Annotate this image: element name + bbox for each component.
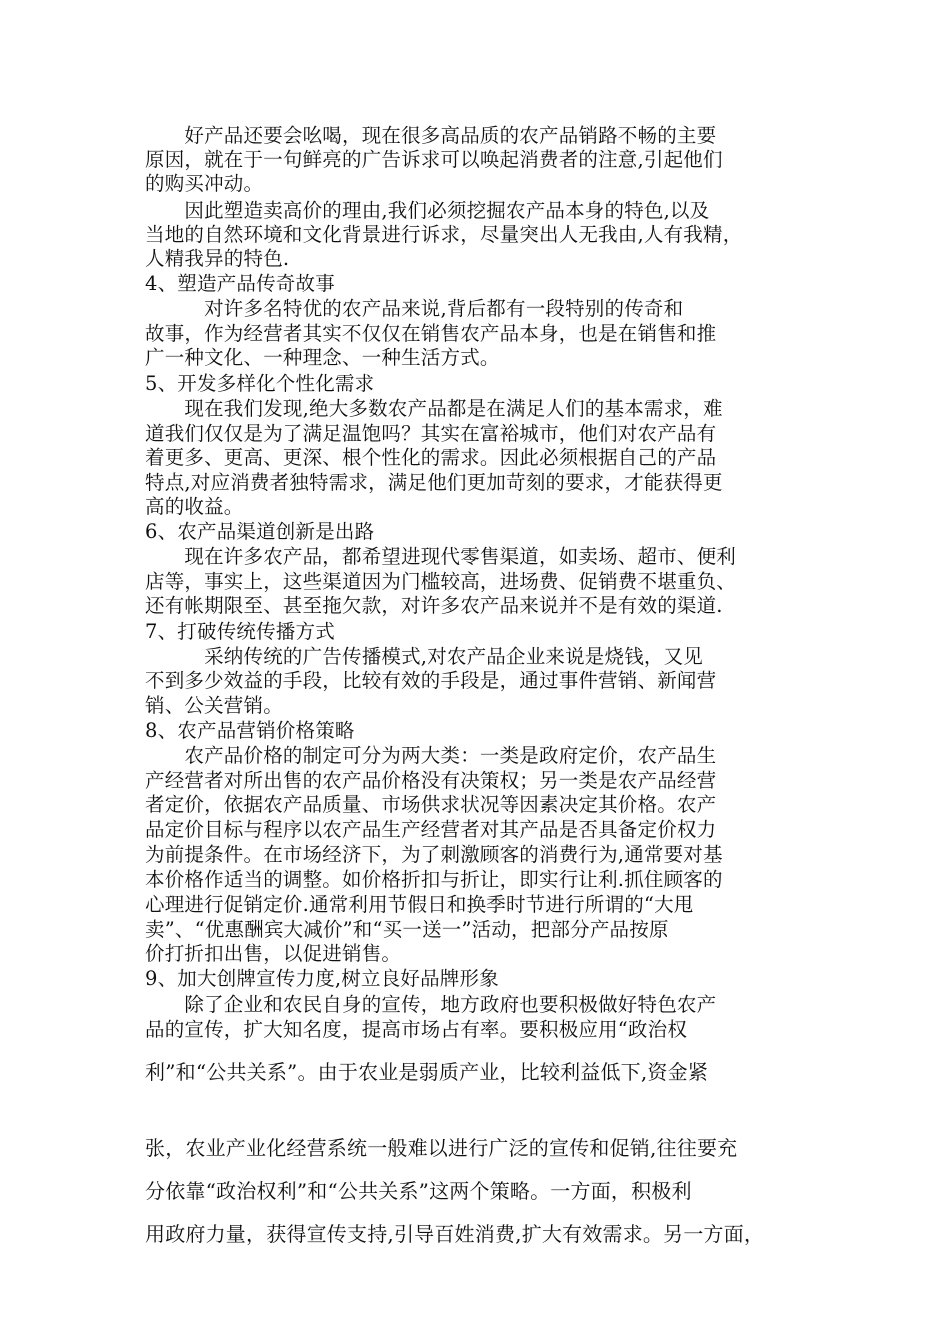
section-heading: 9、加大创牌宣传力度,树立良好品牌形象 bbox=[145, 967, 499, 990]
paragraph-line: 不到多少效益的手段，比较有效的手段是，通过事件营销、新闻营 bbox=[145, 669, 717, 692]
paragraph-line: 采纳传统的广告传播模式,对农产品企业来说是烧钱，又见 bbox=[145, 645, 703, 668]
paragraph-line: 品定价目标与程序以农产品生产经营者对其产品是否具备定价权力 bbox=[145, 818, 717, 841]
section-heading: 7、打破传统传播方式 bbox=[145, 620, 335, 643]
section-heading: 4、塑造产品传奇故事 bbox=[145, 272, 335, 295]
paragraph-line: 价打折扣出售，以促进销售。 bbox=[145, 942, 402, 965]
paragraph-line: 当地的自然环境和文化背景进行诉求，尽量突出人无我由,人有我精， bbox=[145, 223, 743, 246]
paragraph-line: 为前提条件。在市场经济下，为了刺激顾客的消费行为,通常要对基 bbox=[145, 843, 723, 866]
paragraph-line: 故事，作为经营者其实不仅仅在销售农产品本身，也是在销售和推 bbox=[145, 322, 717, 345]
section-heading: 5、开发多样化个性化需求 bbox=[145, 372, 375, 395]
paragraph-line: 道我们仅仅是为了满足温饱吗？其实在富裕城市，他们对农产品有 bbox=[145, 422, 717, 445]
paragraph-line: 着更多、更高、更深、根个性化的需求。因此必须根据自己的产品 bbox=[145, 446, 717, 469]
paragraph-line: 心理进行促销定价.通常利用节假日和换季时节进行所谓的“大甩 bbox=[145, 893, 694, 916]
paragraph-line: 用政府力量，获得宣传支持,引导百姓消费,扩大有效需求。另一方面， bbox=[145, 1222, 765, 1246]
section-heading: 8、农产品营销价格策略 bbox=[145, 719, 355, 742]
paragraph-line: 的购买冲动。 bbox=[145, 172, 264, 195]
paragraph-line: 现在许多农产品，都希望进现代零售渠道，如卖场、超市、便利 bbox=[145, 545, 737, 568]
paragraph-line: 对许多名特优的农产品来说,背后都有一段特别的传奇和 bbox=[145, 297, 684, 320]
paragraph-line: 特点,对应消费者独特需求，满足他们更加苛刻的要求，才能获得更 bbox=[145, 471, 723, 494]
paragraph-line: 高的收益。 bbox=[145, 495, 244, 518]
paragraph-line: 分依靠“政治权利”和“公共关系”这两个策略。一方面，积极利 bbox=[145, 1179, 692, 1203]
paragraph-line: 广一种文化、一种理念、一种生活方式。 bbox=[145, 346, 500, 369]
paragraph-line: 除了企业和农民自身的宣传，地方政府也要积极做好特色农产 bbox=[145, 993, 717, 1016]
paragraph-line: 销、公关营销。 bbox=[145, 694, 283, 717]
paragraph-line: 张，农业产业化经营系统一般难以进行广泛的宣传和促销,往往要充 bbox=[145, 1136, 738, 1160]
paragraph-line: 本价格作适当的调整。如价格折扣与折让，即实行让利.抓住顾客的 bbox=[145, 868, 723, 891]
paragraph-line: 因此塑造卖高价的理由,我们必须挖掘农产品本身的特色,以及 bbox=[145, 199, 710, 222]
paragraph-line: 卖”、“优惠酬宾大减价”和“买一送一”活动，把部分产品按原 bbox=[145, 918, 669, 941]
paragraph-line: 者定价，依据农产品质量、市场供求状况等因素决定其价格。农产 bbox=[145, 793, 717, 816]
paragraph-line: 现在我们发现,绝大多数农产品都是在满足人们的基本需求，难 bbox=[145, 397, 723, 420]
paragraph-line: 人精我异的特色. bbox=[145, 247, 290, 270]
section-heading: 6、农产品渠道创新是出路 bbox=[145, 520, 375, 543]
paragraph-line: 店等，事实上，这些渠道因为门槛较高，进场费、促销费不堪重负、 bbox=[145, 570, 737, 593]
paragraph-line: 原因，就在于一句鲜亮的广告诉求可以唤起消费者的注意,引起他们 bbox=[145, 148, 723, 171]
paragraph-line: 利”和“公共关系”。由于农业是弱质产业，比较利益低下,资金紧 bbox=[145, 1060, 709, 1084]
paragraph-line: 品的宣传，扩大知名度，提高市场占有率。要积极应用“政治权 bbox=[145, 1018, 688, 1041]
paragraph-line: 农产品价格的制定可分为两大类：一类是政府定价，农产品生 bbox=[145, 744, 717, 767]
paragraph-line: 好产品还要会吆喝，现在很多高品质的农产品销路不畅的主要 bbox=[145, 124, 717, 147]
paragraph-line: 还有帐期限至、甚至拖欠款，对许多农产品来说并不是有效的渠道. bbox=[145, 594, 723, 617]
paragraph-line: 产经营者对所出售的农产品价格没有决策权；另一类是农产品经营 bbox=[145, 769, 717, 792]
